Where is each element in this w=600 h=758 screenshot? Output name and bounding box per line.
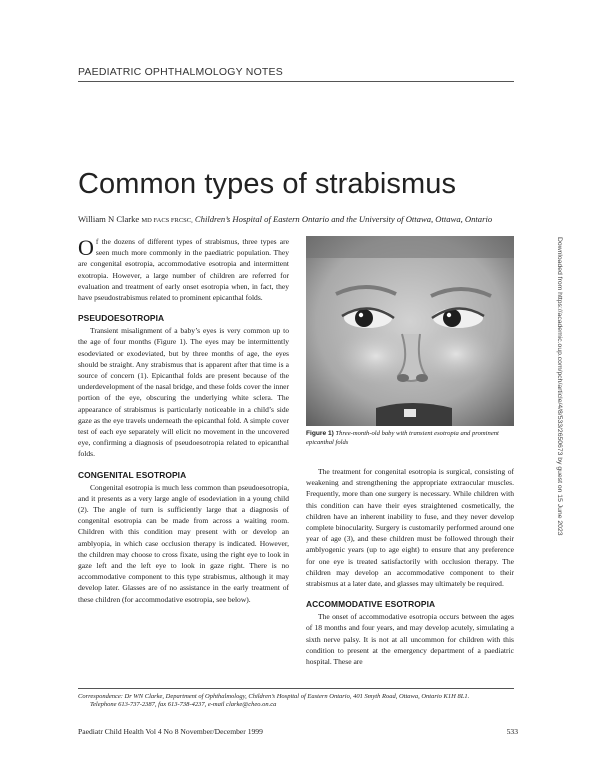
section-heading-pseudoesotropia: PSEUDOESOTROPIA	[78, 313, 165, 324]
left-column	[78, 236, 289, 605]
congenital-esotropia-paragraph: Congenital esotropia is much less common than pseudoesotropia, and it presents as a very large angle of esodeviation in a young child (2). The angle of turn is sufficiently large that a diagnosis of congenital esotropia can be made from across a waiting room. Children with this condition may present with or develop an amblyopia, in which case occlusion therapy is indicated. However, the children may choose to cross fixate, using the right eye to look in gaze left and the left eye to look in gaze right. There is no accommodative component to this type strabismus, although it may develop later. Glasses are of no assistance in the early treatment of these children (for accommodative esotropia, see below).	[78, 482, 289, 604]
figure-caption-text: Three-month-old baby with transient esotropia and prominent epicanthal folds	[306, 430, 499, 446]
author-affiliation: Children’s Hospital of Eastern Ontario and the University of Ottawa, Ottawa, Ontario	[194, 214, 493, 224]
section-heading-congenital-esotropia: CONGENITAL ESOTROPIA	[78, 469, 187, 480]
intro-text: f the dozens of different types of strabismus, three types are seen much more commonly in the paediatric population. They are congenital esotropia, accommodative esotropia and intermittent exotropia. However, a large number of children are referred for evaluation and treatment of early onset esotropia when, in fact, they have pseudostrabismus related to prominent epicanthal folds.	[78, 237, 289, 303]
footnote-rule	[78, 688, 514, 689]
correspondence-line-2: Telephone 613-737-2387, fax 613-738-4237, e-mail clarke@cheo.on.ca	[90, 701, 277, 709]
figure-caption	[306, 430, 514, 447]
baby-face-image	[306, 236, 514, 426]
treatment-paragraph: The treatment for congenital esotropia is surgical, consisting of weakening and strengthening the appropriate extraocular muscles. Frequently, more than one surgery is necessary. While children with this condition can have their eyes straightened cosmetically, the children have an inherent inability to fuse, and they never develop complete binocularity. Surgery is customarily performed around one year of age (3), and these children must be followed through their amblyogenic years (up to age eight) to ensure that any preference for one eye is treated satisfactorily with occlusion therapy. The children may develop an accommodative component to their strabismus at a later date, and glasses may ultimately be required.	[306, 467, 514, 589]
download-watermark-text: Downloaded from https://academic.oup.com/pch/article/4/8/533/2650673 by guest on 15 June 2023	[556, 237, 563, 536]
accommodative-esotropia-paragraph: The onset of accommodative esotropia occurs between the ages of 18 months and four years, and may develop acutely, simulating a sixth nerve palsy. It is not at all uncommon for children with this condition to present at the emergency department of a paediatric hospital. These are	[306, 612, 514, 667]
correspondence-line-1: Correspondence: Dr WN Clarke, Department of Ophthalmology, Children’s Hospital of Eastern Ontario, 401 Smyth Road, Ottawa, Ontario K1H 8L1.	[78, 693, 470, 700]
journal-section-header: PAEDIATRIC OPHTHALMOLOGY NOTES	[78, 66, 283, 78]
article-title: Common types of strabismus	[78, 168, 457, 200]
intro-paragraph	[78, 236, 289, 303]
right-column	[306, 466, 514, 667]
page-number: 533	[506, 727, 518, 736]
author-byline	[78, 214, 518, 224]
figure-1-photo	[306, 236, 514, 426]
pseudoesotropia-paragraph: Transient misalignment of a baby’s eyes is very common up to the age of four months (Figure 1). The eyes may be intermittently esodeviated or exodeviated, but by three months of age, the eyes should be straight. Any strabismus that is apparent after that time is a source of concern (1). Epicanthal folds are present because of the underdevelopment of the nasal bridge, and these folds cover the inner portion of the eye, obscuring the underlying white sclera. The appearance of strabismus is particularly noticeable in a child’s side gaze as the eye travels underneath the epicanthal fold. A simple cover test of each eye separately will elicit no movement in the uncovered eye, confirming a diagnosis of pseudoesotropia related to epicanthal folds.	[78, 326, 289, 459]
section-heading-accommodative-esotropia: ACCOMMODATIVE ESOTROPIA	[306, 599, 436, 610]
correspondence-note	[78, 693, 520, 710]
download-watermark	[553, 237, 563, 567]
journal-footer: Paediatr Child Health Vol 4 No 8 November/December 1999	[78, 727, 263, 736]
drop-cap: O	[78, 235, 94, 260]
author-name: William N Clarke	[78, 214, 140, 224]
figure-label: Figure 1)	[306, 430, 334, 437]
author-degrees: MD FACS FRCSC,	[141, 217, 193, 224]
header-rule	[78, 81, 514, 82]
